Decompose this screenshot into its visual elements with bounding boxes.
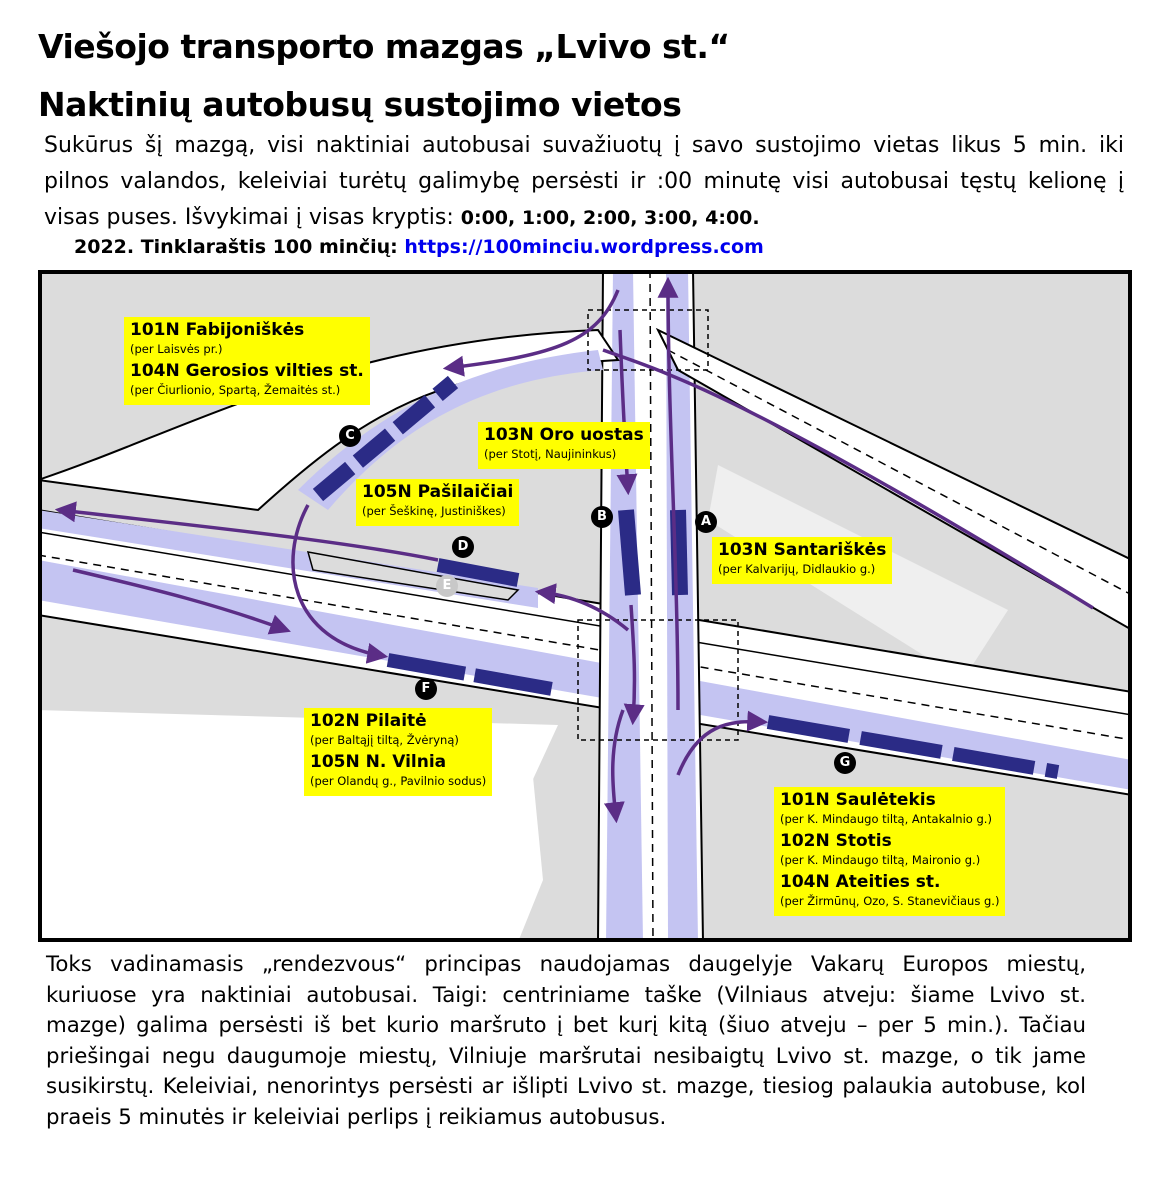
route-104n-ateities: 104N Ateities st. (780, 872, 941, 892)
blog-link[interactable]: https://100minciu.wordpress.com (404, 236, 764, 258)
route-via: (per K. Mindaugo tiltą, Antakalnio g.) (780, 812, 992, 826)
departure-times: 0:00, 1:00, 2:00, 3:00, 4:00. (460, 207, 760, 229)
label-stop-d (356, 479, 519, 526)
credit-line (74, 236, 764, 258)
route-102n-pilaite: 102N Pilaitė (310, 711, 427, 731)
page-title-line-2: Naktinių autobusų sustojimo vietos (38, 85, 682, 124)
outro-paragraph: Toks vadinamasis „rendezvous“ principas naudojamas daugelyje Vakarų Europos miestų, kuriuose yra naktiniai autobusai. Taigi: centriniame taške (Vilniaus atveju: šiame Lvivo st. mazge) galima persėsti iš bet kurio maršruto į bet kurį kitą (šiuo atveju – per 5 min.). Tačiau priešingai negu daugumoje miestų, Vilniuje maršrutai nesibaigtų Lvivo st. mazge, o tik jame susikirstų. Keleiviai, nenorintys persėsti ar išlipti Lvivo st. mazge, tiesiog palaukia autobuse, kol praeis 5 minutės ir keleiviai perlips į reikiamus autobusus. (46, 952, 1086, 1130)
label-stop-f (304, 708, 492, 796)
route-via: (per Kalvarijų, Didlaukio g.) (718, 562, 876, 576)
route-via: (per Olandų g., Pavilnio sodus) (310, 774, 487, 788)
route-via: (per Šeškinę, Justiniškes) (362, 504, 506, 518)
label-stop-a (712, 537, 892, 584)
route-via: (per Laisvės pr.) (130, 342, 223, 356)
route-via: (per K. Mindaugo tiltą, Maironio g.) (780, 853, 981, 867)
stop-platform-a (678, 510, 680, 595)
route-via: (per Stotį, Naujininkus) (484, 447, 617, 461)
route-102n-stotis: 102N Stotis (780, 831, 892, 851)
intro-text: Sukūrus šį mazgą, visi naktiniai autobusai suvažiuotų į savo sustojimo vietas likus 5 min. iki pilnos valandos, keleiviai turėtų galimybę persėsti ir :00 minutę visi autobusai tęstų kelionę į visas puses. Išvykimai į visas kryptis: (44, 133, 1124, 230)
route-via: (per Žirmūnų, Ozo, S. Stanevičiaus g.) (780, 894, 1000, 908)
stop-marker-b: B (591, 506, 613, 528)
route-105n-pasilaiciai: 105N Pašilaičiai (362, 482, 514, 502)
stop-platform-b (626, 510, 633, 595)
route-101n-sauletekis: 101N Saulėtekis (780, 790, 936, 810)
label-stop-c (124, 317, 370, 405)
label-stop-g (774, 787, 1005, 916)
stop-marker-c: C (339, 425, 361, 447)
stop-marker-e: E (436, 575, 458, 597)
intro-paragraph (44, 128, 1124, 236)
route-105n-n-vilnia: 105N N. Vilnia (310, 752, 447, 772)
route-via: (per Čiurlionio, Spartą, Žemaitės st.) (130, 383, 341, 397)
stop-marker-g: G (834, 752, 856, 774)
label-stop-b (478, 422, 650, 469)
route-103n-oro-uostas: 103N Oro uostas (484, 425, 644, 445)
stop-marker-d: D (452, 536, 474, 558)
page-title-line-1: Viešojo transporto mazgas „Lvivo st.“ (38, 27, 730, 66)
stop-marker-a: A (695, 511, 717, 533)
route-103n-santariskes: 103N Santariškės (718, 540, 887, 560)
route-via: (per Baltąjį tiltą, Žvėryną) (310, 733, 459, 747)
credit-label: 2022. Tinklaraštis 100 minčių: (74, 236, 398, 258)
route-104n-gerosios-vilties: 104N Gerosios vilties st. (130, 361, 364, 381)
route-101n-fabijoniskes: 101N Fabijoniškės (130, 320, 305, 340)
stop-marker-f: F (415, 678, 437, 700)
